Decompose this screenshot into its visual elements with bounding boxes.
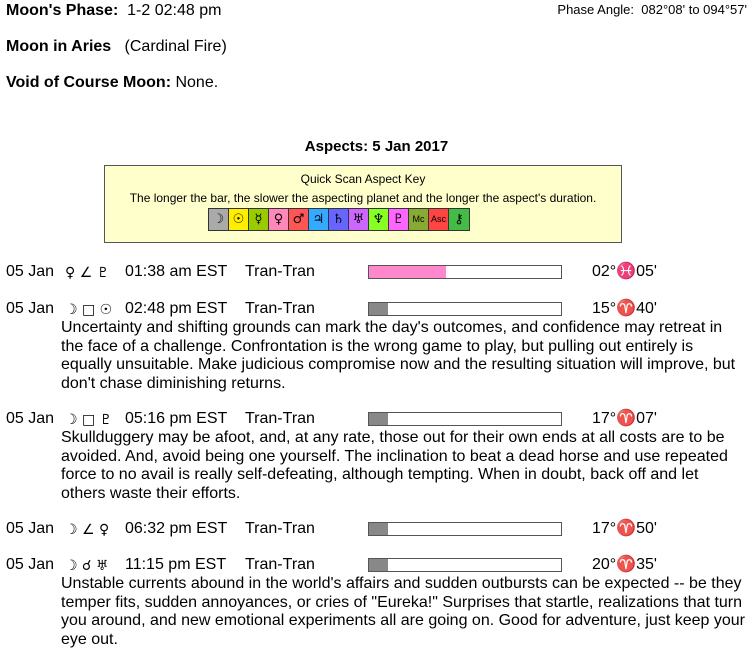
- moon-sign-label: Moon in Aries: [6, 38, 112, 55]
- ascendant-icon: Asc: [429, 209, 449, 230]
- sun-icon: ☉: [229, 209, 249, 230]
- key-title: Quick Scan Aspect Key: [300, 172, 426, 186]
- aspect-type: Tran-Tran: [245, 410, 315, 427]
- aspect-interpretation: Uncertainty and shifting grounds can mark the day's outcomes, and confidence may retreat in the face of a challenge. Confrontation is the wrong game to play, but pulling out entirely is equally unsuitable. Make judicious compromise now and the resulting situation will improve, but don't chase diminishing returns.: [61, 319, 736, 392]
- aspect-date: 05 Jan: [6, 410, 55, 427]
- aspect-duration-bar: [368, 265, 562, 279]
- aspect-duration-bar: [368, 522, 562, 536]
- phase-angle-label: Phase Angle:: [557, 2, 635, 17]
- void-of-course-line: [6, 73, 218, 93]
- key-description: The longer the bar, the slower the aspecting planet and the longer the aspect's duration.: [129, 191, 597, 205]
- moon-icon: ☽: [209, 209, 229, 230]
- midheaven-icon: Mc: [409, 209, 429, 230]
- pluto-icon: ♇: [389, 209, 409, 230]
- aspect-duration-bar-fill: [369, 523, 388, 535]
- aspect-duration-bar-fill: [369, 413, 388, 425]
- aspect-time: 01:38 am EST: [125, 263, 228, 280]
- aspect-degree: 17°♈07': [592, 410, 657, 427]
- moon-phase-line: [6, 1, 221, 21]
- aspect-time: 05:16 pm EST: [125, 410, 228, 427]
- chiron-icon: ⚷: [449, 209, 469, 230]
- aspect-type: Tran-Tran: [245, 556, 315, 573]
- aspect-duration-bar: [368, 412, 562, 426]
- phase-angle-value: 082°08' to 094°57': [641, 2, 747, 17]
- aspect-glyphs: ☽ ☌ ♅: [65, 558, 109, 574]
- moon-phase-label: Moon's Phase:: [6, 2, 119, 19]
- moon-sign-line: [6, 37, 227, 57]
- aspect-degree: 02°♓05': [592, 263, 657, 280]
- aspect-time: 02:48 pm EST: [125, 300, 228, 317]
- neptune-icon: ♆: [369, 209, 389, 230]
- aspect-type: Tran-Tran: [245, 263, 315, 280]
- aspect-type: Tran-Tran: [245, 520, 315, 537]
- mercury-icon: ☿: [249, 209, 269, 230]
- moon-sign-value: (Cardinal Fire): [124, 38, 227, 55]
- aspect-type: Tran-Tran: [245, 300, 315, 317]
- aspect-date: 05 Jan: [6, 300, 55, 317]
- aspect-date: 05 Jan: [6, 263, 55, 280]
- quick-scan-aspect-key: [104, 165, 622, 243]
- saturn-icon: ♄: [329, 209, 349, 230]
- moon-phase-value: 1-2 02:48 pm: [127, 2, 222, 19]
- void-of-course-label: Void of Course Moon:: [6, 74, 172, 91]
- aspect-duration-bar-fill: [369, 266, 446, 278]
- aspect-duration-bar-fill: [369, 303, 388, 315]
- mars-icon: ♂: [289, 209, 309, 230]
- uranus-icon: ♅: [349, 209, 369, 230]
- aspect-degree: 20°♈35': [592, 556, 657, 573]
- aspect-glyphs: ☽ □ ☉: [65, 302, 113, 318]
- void-of-course-value: None.: [175, 74, 219, 91]
- jupiter-icon: ♃: [309, 209, 329, 230]
- phase-angle-line: [557, 2, 747, 18]
- aspect-interpretation: Skullduggery may be afoot, and, at any rate, those out for their own ends at all costs are to be avoided. And, avoid being one yourself. The inclination to beat a dead horse and use repeated force to no avail is really self-defeating, although tempting. When in doubt, back off and let others waste their efforts.: [61, 429, 728, 502]
- aspects-title: Aspects: 5 Jan 2017: [304, 138, 449, 155]
- venus-icon: ♀: [269, 209, 289, 230]
- aspect-interpretation: Unstable currents abound in the world's affairs and sudden outbursts can be expected -- be they temper fits, sudden annoyances, or cries of "Eureka!" Surprises that startle, realizations that turn you around, and new emotional experiments all are going on. Good for adventure, just keep your eye out.: [61, 575, 745, 648]
- aspect-degree: 15°♈40': [592, 300, 657, 317]
- aspect-date: 05 Jan: [6, 520, 55, 537]
- aspect-date: 05 Jan: [6, 556, 55, 573]
- key-color-strip: [208, 208, 470, 231]
- aspect-time: 11:15 pm EST: [125, 556, 227, 573]
- aspect-duration-bar: [368, 302, 562, 316]
- aspect-degree: 17°♈50': [592, 520, 657, 537]
- aspect-time: 06:32 pm EST: [125, 520, 228, 537]
- aspect-glyphs: ♀ ∠ ♇: [65, 265, 110, 281]
- aspect-duration-bar: [368, 558, 562, 572]
- aspect-duration-bar-fill: [369, 559, 388, 571]
- aspect-glyphs: ☽ □ ♇: [65, 412, 113, 428]
- aspect-glyphs: ☽ ∠ ♀: [65, 522, 110, 538]
